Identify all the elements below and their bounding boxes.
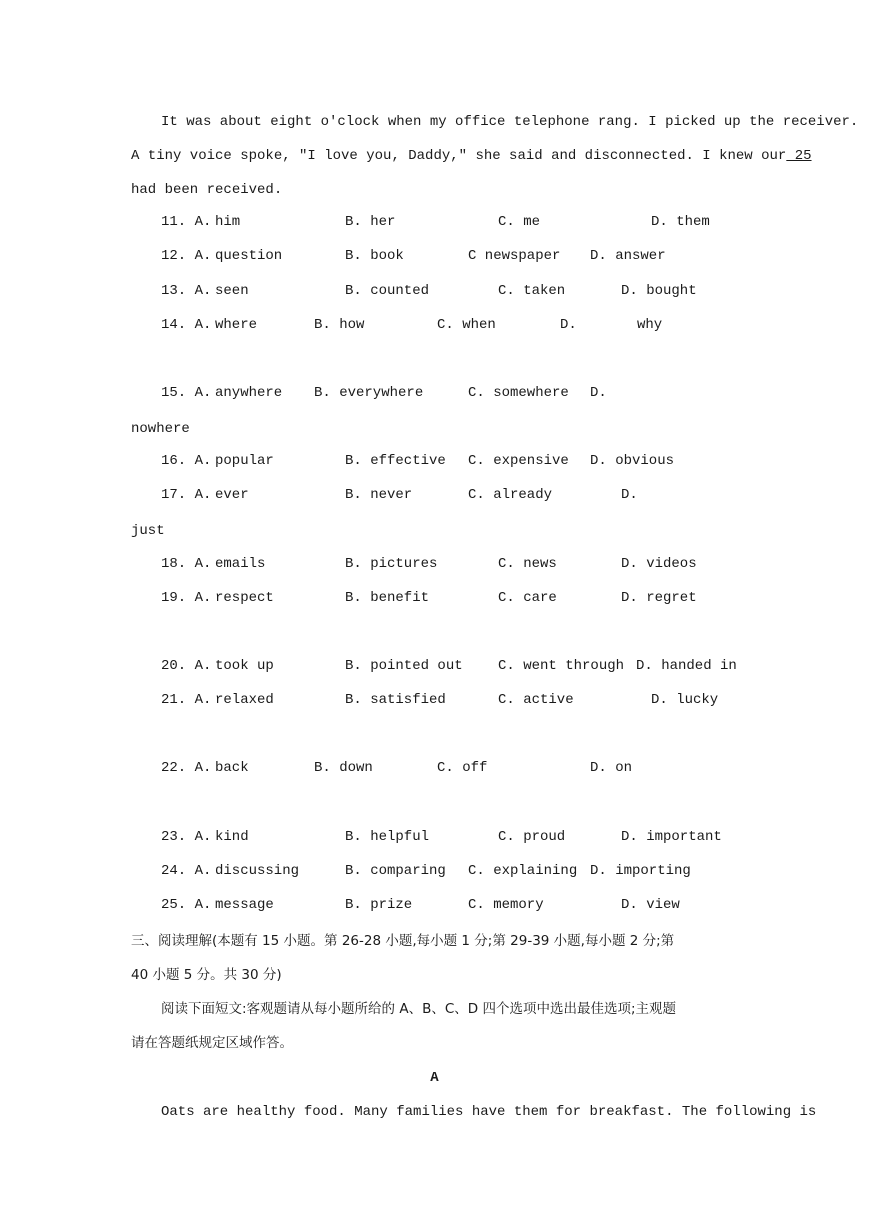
option-b: B. benefit (345, 590, 430, 606)
option-c: C. off (437, 760, 488, 776)
question-number: 22. A. (161, 760, 212, 776)
section-heading-line-1: 三、阅读理解(本题有 15 小题。第 26-28 小题,每小题 1 分;第 29-39 小题,每小题 2 分;第 (131, 933, 675, 949)
option-d: D. regret (621, 590, 697, 606)
passage-line-2-text: A tiny voice spoke, "I love you, Daddy," she said and disconnected. I knew our (131, 148, 787, 164)
question-number: 19. A. (161, 590, 212, 606)
option-d: D. (560, 317, 577, 333)
option-d-wrap: just (131, 523, 165, 539)
option-a: popular (215, 453, 274, 469)
option-a: seen (215, 283, 249, 299)
option-d: D. bought (621, 283, 697, 299)
option-d-text: why (637, 317, 663, 333)
option-c: C. somewhere (468, 385, 569, 401)
option-b: B. book (345, 248, 404, 264)
part-label: A (430, 1070, 439, 1086)
option-a: back (215, 760, 249, 776)
option-c: C. care (498, 590, 557, 606)
option-d: D. view (621, 897, 680, 913)
option-a: respect (215, 590, 274, 606)
option-b: B. satisfied (345, 692, 446, 708)
question-number: 11. A. (161, 214, 212, 230)
option-b: B. down (314, 760, 373, 776)
question-number: 15. A. (161, 385, 212, 401)
question-number: 16. A. (161, 453, 212, 469)
question-number: 23. A. (161, 829, 212, 845)
option-a: kind (215, 829, 249, 845)
option-a: where (215, 317, 258, 333)
option-a: discussing (215, 863, 300, 879)
option-b: B. pictures (345, 556, 438, 572)
option-b: B. counted (345, 283, 430, 299)
option-c: C. proud (498, 829, 566, 845)
section-heading-line-2: 40 小题 5 分。共 30 分) (131, 967, 282, 983)
option-d: D. obvious (590, 453, 675, 469)
option-d: D. importing (590, 863, 691, 879)
option-d: D. answer (590, 248, 666, 264)
option-d: D. important (621, 829, 722, 845)
question-number: 13. A. (161, 283, 212, 299)
option-a: message (215, 897, 274, 913)
question-number: 25. A. (161, 897, 212, 913)
instructions-line-1: 阅读下面短文:客观题请从每小题所给的 A、B、C、D 四个选项中选出最佳选项;主观题 (161, 1001, 676, 1017)
passage-line-3: had been received. (131, 182, 283, 198)
option-a: relaxed (215, 692, 274, 708)
option-a: ever (215, 487, 249, 503)
option-b: B. comparing (345, 863, 446, 879)
option-b: B. pointed out (345, 658, 463, 674)
question-number: 17. A. (161, 487, 212, 503)
option-c: C. active (498, 692, 574, 708)
option-a: took up (215, 658, 274, 674)
instructions-line-2: 请在答题纸规定区域作答。 (131, 1035, 293, 1051)
option-c: C. went through (498, 658, 625, 674)
option-c: C. expensive (468, 453, 569, 469)
option-c: C. taken (498, 283, 566, 299)
option-d: D. them (651, 214, 710, 230)
blank-25: 25 (786, 148, 812, 164)
question-number: 21. A. (161, 692, 212, 708)
option-b: B. effective (345, 453, 446, 469)
passage-line-2 (131, 146, 812, 166)
option-a: emails (215, 556, 266, 572)
option-c: C. memory (468, 897, 544, 913)
passage-line-1: It was about eight o'clock when my office telephone rang. I picked up the receiver. (161, 114, 859, 130)
question-number: 20. A. (161, 658, 212, 674)
question-number: 18. A. (161, 556, 212, 572)
option-d-wrap: nowhere (131, 421, 190, 437)
option-d: D. (621, 487, 638, 503)
option-b: B. how (314, 317, 365, 333)
option-b: B. helpful (345, 829, 430, 845)
option-c: C. explaining (468, 863, 578, 879)
option-d: D. handed in (636, 658, 737, 674)
question-number: 24. A. (161, 863, 212, 879)
option-c: C. when (437, 317, 496, 333)
question-number: 12. A. (161, 248, 212, 264)
option-c: C. me (498, 214, 541, 230)
option-d: D. on (590, 760, 633, 776)
option-b: B. everywhere (314, 385, 424, 401)
reading-text-line-1: Oats are healthy food. Many families have them for breakfast. The following is (161, 1104, 817, 1120)
question-number: 14. A. (161, 317, 212, 333)
option-a: him (215, 214, 241, 230)
option-b: B. prize (345, 897, 413, 913)
option-a: anywhere (215, 385, 283, 401)
option-d: D. (590, 385, 607, 401)
option-c: C. news (498, 556, 557, 572)
option-a: question (215, 248, 283, 264)
option-b: B. never (345, 487, 413, 503)
option-c: C. already (468, 487, 553, 503)
option-d: D. lucky (651, 692, 719, 708)
option-d: D. videos (621, 556, 697, 572)
option-b: B. her (345, 214, 396, 230)
option-c: C newspaper (468, 248, 561, 264)
